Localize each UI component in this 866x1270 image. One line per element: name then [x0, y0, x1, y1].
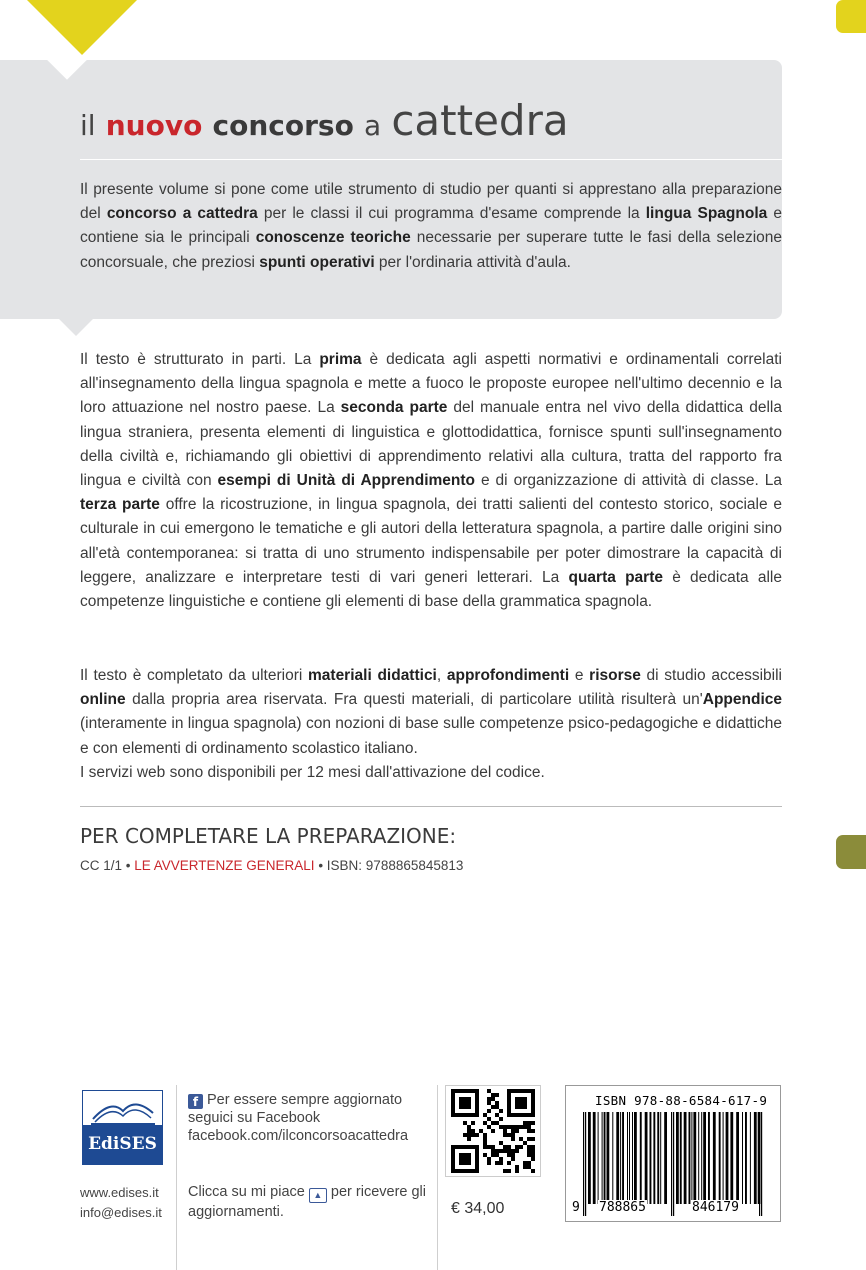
qr-code-pattern	[446, 1086, 540, 1176]
related-book-line: CC 1/1 • LE AVVERTENZE GENERALI • ISBN: 9788865845813	[80, 858, 464, 873]
footer-divider	[437, 1085, 438, 1270]
thumbs-up-icon: ▲	[309, 1188, 327, 1203]
like-info: Clicca su mi piace ▲ per ricevere gli aggiornamenti.	[188, 1184, 426, 1220]
footer-divider	[176, 1085, 177, 1270]
structure-paragraph: Il testo è strutturato in parti. La prima è dedicata agli aspetti normativi e ordinamentali correlati all'insegnamento della lingua spagnola e mette a fuoco le proposte europee nell'ultimo decennio e la loro attuazione nel nostro paese. La seconda parte del manuale entra nel vivo della didattica della lingua straniera, presenta elementi di linguistica e glottodidattica, fornisce spunti sull'insegnamento della civiltà e, richiamando gli obiettivi di apprendimento relativi alla cultura, tratta del rapporto fra lingua e civiltà con esempi di Unità di Apprendimento e di organizzazione di attività di classe. La terza parte offre la ricostruzione, in lingua spagnola, dei tratti salienti del contesto storico, sociale e culturale in cui emergono le tematiche e gli autori della letteratura spagnola, a partire dalle origini sino all'età contemporanea: si tratta di uno strumento indispensabile per poter dimostrare la capacità di leggere, analizzare e interpretare testi di vari generi letterari. La quarta parte è dedicata alle competenze linguistiche e contiene gli elementi di base della grammatica spagnola.	[80, 351, 782, 611]
ean-left-digits: 788865	[599, 1200, 646, 1215]
yellow-triangle-decoration	[27, 0, 137, 55]
facebook-url[interactable]: facebook.com/ilconcorsoacattedra	[188, 1128, 409, 1144]
edises-logo: EdiSES	[82, 1090, 163, 1165]
qr-code[interactable]	[445, 1085, 541, 1177]
section-divider	[80, 806, 782, 807]
facebook-icon: f	[188, 1094, 203, 1109]
book-stack-icon	[82, 1090, 163, 1126]
title-divider	[80, 159, 782, 160]
price: € 34,00	[451, 1200, 505, 1217]
isbn-label: ISBN 978-88-6584-617-9	[595, 1093, 768, 1108]
series-title: il nuovo concorso a cattedra	[80, 96, 569, 145]
related-book-title: LE AVVERTENZE GENERALI	[134, 858, 315, 873]
intro-paragraph: Il presente volume si pone come utile strumento di studio per quanti si apprestano alla preparazione del concorso a cattedra per le classi il cui programma d'esame comprende la lingua Spagnola e contiene sia le principali conoscenze teoriche necessarie per superare tutte le fasi della selezione concorsuale, che preziosi spunti operativi per l'ordinaria attività d'aula.	[80, 181, 783, 271]
publisher-website[interactable]: www.edises.it	[80, 1185, 159, 1200]
ean-first-digit: 9	[572, 1200, 580, 1215]
complete-heading: PER COMPLETARE LA PREPARAZIONE:	[80, 824, 457, 848]
online-materials-paragraph: Il testo è completato da ulteriori materiali didattici, approfondimenti e risorse di studio accessibili online dalla propria area riservata. Fra questi materiali, di particolare utilità risulterà un'Appendice (interamente in lingua spagnola) con nozioni di base sulle competenze psico-pedagogiche e didattiche e con elementi di ordinamento scolastico italiano. I servizi web sono disponibili per 12 mesi dall'attivazione del codice.	[80, 667, 782, 781]
olive-side-tab	[836, 835, 866, 869]
publisher-email[interactable]: info@edises.it	[80, 1205, 162, 1220]
facebook-info: f Per essere sempre aggiornato seguici su Facebook facebook.com/ilconcorsoacattedra	[188, 1092, 409, 1144]
ean-right-digits: 846179	[692, 1200, 739, 1215]
yellow-side-tab	[836, 0, 866, 33]
